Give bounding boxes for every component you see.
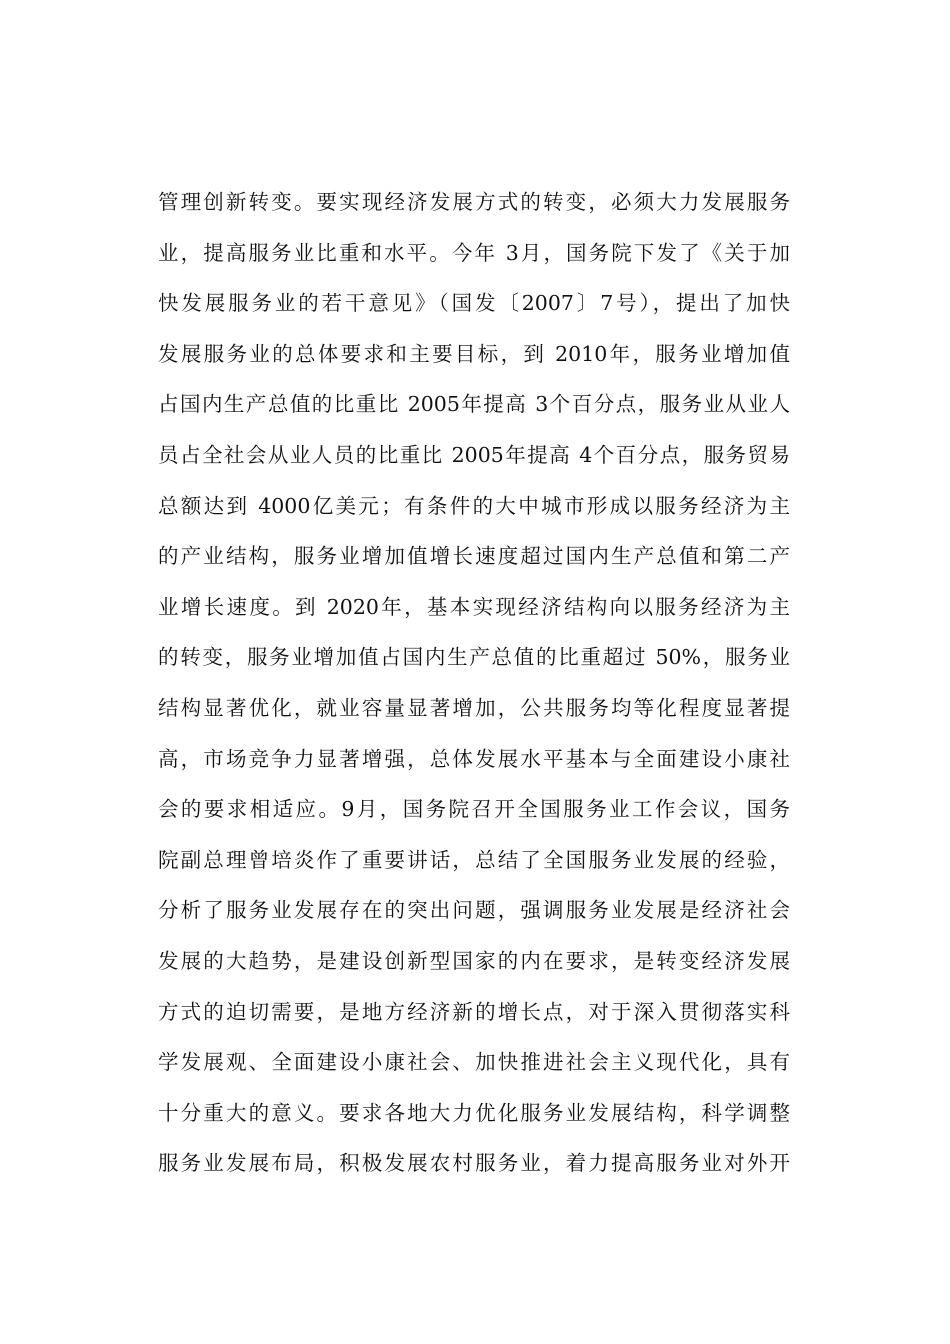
text-line: 分析了服务业发展存在的突出问题，强调服务业发展是经济社会 <box>158 898 790 923</box>
text-line: 会的要求相适应。9月，国务院召开全国服务业工作会议，国务 <box>158 797 790 822</box>
text-line: 发展的大趋势，是建设创新型国家的内在要求，是转变经济发展 <box>158 948 790 973</box>
text-line: 十分重大的意义。要求各地大力优化服务业发展结构，科学调整 <box>158 1100 790 1125</box>
text-line: 发展服务业的总体要求和主要目标，到 2010年，服务业增加值 <box>158 341 790 366</box>
text-line: 总额达到 4000亿美元；有条件的大中城市形成以服务经济为主 <box>158 493 790 518</box>
body-text <box>158 177 798 1189</box>
text-line: 快发展服务业的若干意见》（国发〔2007〕7号），提出了加快 <box>158 291 790 316</box>
text-line: 业，提高服务业比重和水平。今年 3月，国务院下发了《关于加 <box>158 240 790 265</box>
text-line: 服务业发展布局，积极发展农村服务业，着力提高服务业对外开 <box>158 1151 790 1176</box>
text-line: 方式的迫切需要，是地方经济新的增长点，对于深入贯彻落实科 <box>158 999 790 1024</box>
text-line: 院副总理曾培炎作了重要讲话，总结了全国服务业发展的经验， <box>158 847 790 872</box>
text-line: 的产业结构，服务业增加值增长速度超过国内生产总值和第二产 <box>158 544 790 569</box>
text-line: 员占全社会从业人员的比重比 2005年提高 4个百分点，服务贸易 <box>158 442 790 467</box>
text-line: 的转变，服务业增加值占国内生产总值的比重超过 50%，服务业 <box>158 645 790 670</box>
text-line: 高，市场竞争力显著增强，总体发展水平基本与全面建设小康社 <box>158 746 790 771</box>
text-line: 学发展观、全面建设小康社会、加快推进社会主义现代化，具有 <box>158 1050 790 1075</box>
text-line: 结构显著优化，就业容量显著增加，公共服务均等化程度显著提 <box>158 695 790 720</box>
text-line: 管理创新转变。要实现经济发展方式的转变，必须大力发展服务 <box>158 190 790 214</box>
text-line: 占国内生产总值的比重比 2005年提高 3个百分点，服务业从业人 <box>158 392 790 417</box>
text-line: 业增长速度。到 2020年，基本实现经济结构向以服务经济为主 <box>158 594 790 619</box>
